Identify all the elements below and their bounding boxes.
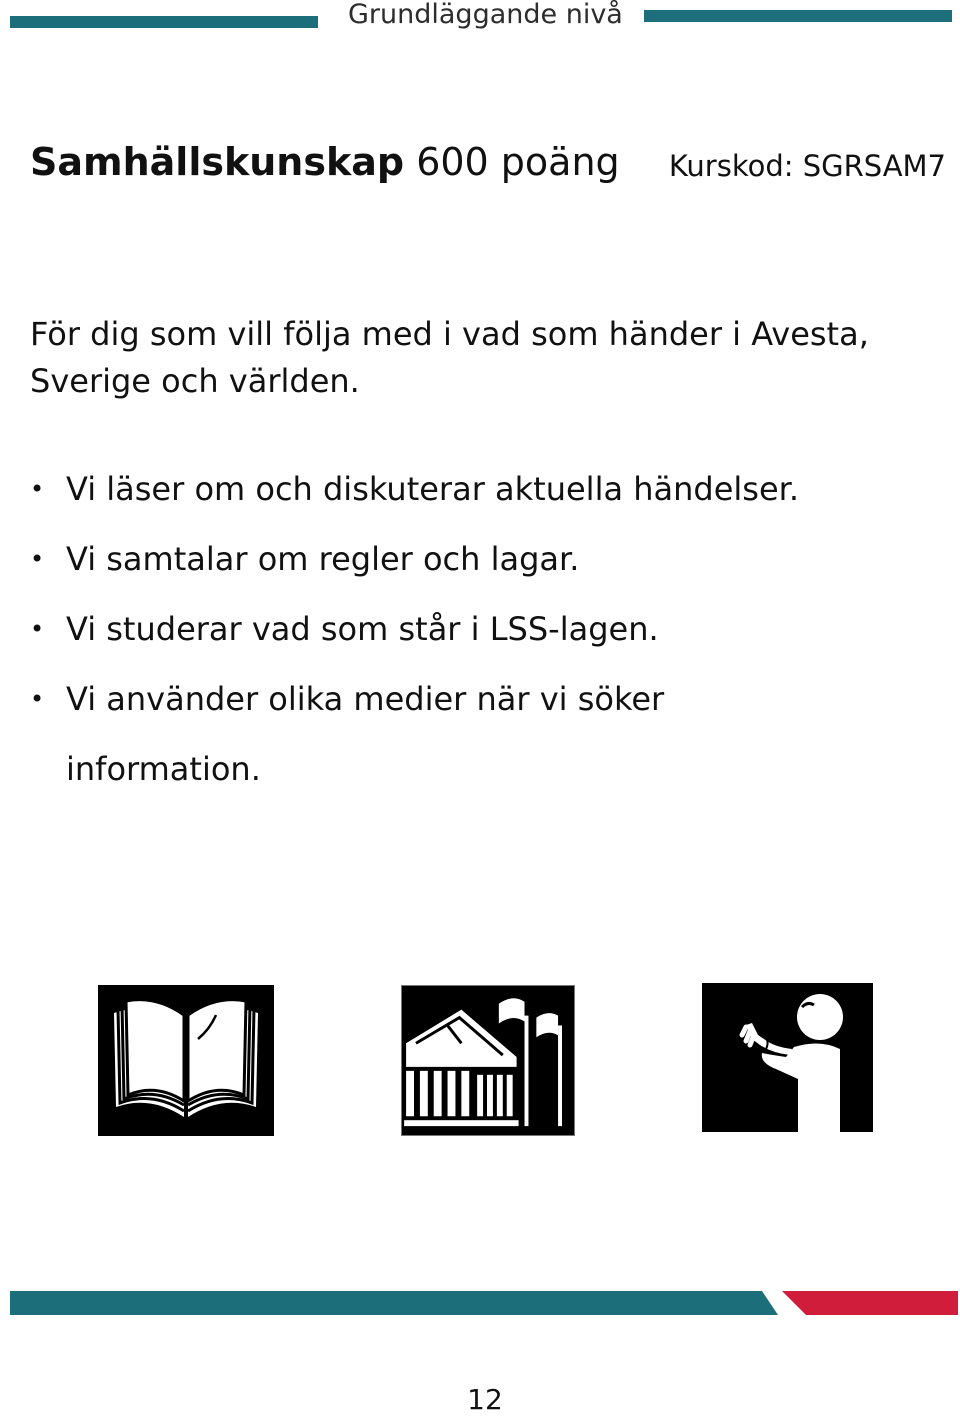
level-label: Grundläggande nivå: [348, 0, 623, 30]
list-item-text: Vi samtalar om regler och lagar.: [66, 540, 580, 578]
list-item-text: Vi använder olika medier när vi söker: [66, 680, 665, 718]
header-bar-right: [644, 10, 952, 22]
course-code: Kurskod: SGRSAM7: [668, 149, 946, 183]
list-item: [30, 664, 930, 804]
intro-line-1: För dig som vill följa med i vad som händer i Avesta,: [30, 315, 869, 353]
page-number: 12: [467, 1383, 503, 1416]
bullet-icon: •: [30, 615, 45, 643]
bullet-list: [30, 466, 930, 827]
speaking-person-pictogram-icon: [702, 983, 873, 1132]
list-item: [30, 536, 930, 583]
header-bar-left: [10, 16, 318, 28]
bullet-icon: •: [30, 475, 45, 503]
list-item-continuation: information.: [66, 750, 261, 788]
bullet-icon: •: [30, 685, 45, 713]
list-item-text: Vi studerar vad som står i LSS-lagen.: [66, 610, 659, 648]
bullet-icon: •: [30, 545, 45, 573]
course-points: 600 poäng: [416, 140, 620, 184]
intro-text: [30, 311, 930, 405]
course-title: [30, 140, 620, 184]
list-item: [30, 466, 930, 513]
list-item: [30, 606, 930, 653]
government-building-pictogram-icon: [401, 985, 575, 1136]
intro-line-2: Sverige och världen.: [30, 362, 360, 400]
book-pictogram-icon: [98, 985, 274, 1136]
course-name: Samhällskunskap: [30, 140, 405, 184]
pictogram-row: [0, 983, 960, 1138]
footer-band: [0, 1287, 960, 1319]
list-item-text: Vi läser om och diskuterar aktuella händelser.: [66, 470, 800, 508]
